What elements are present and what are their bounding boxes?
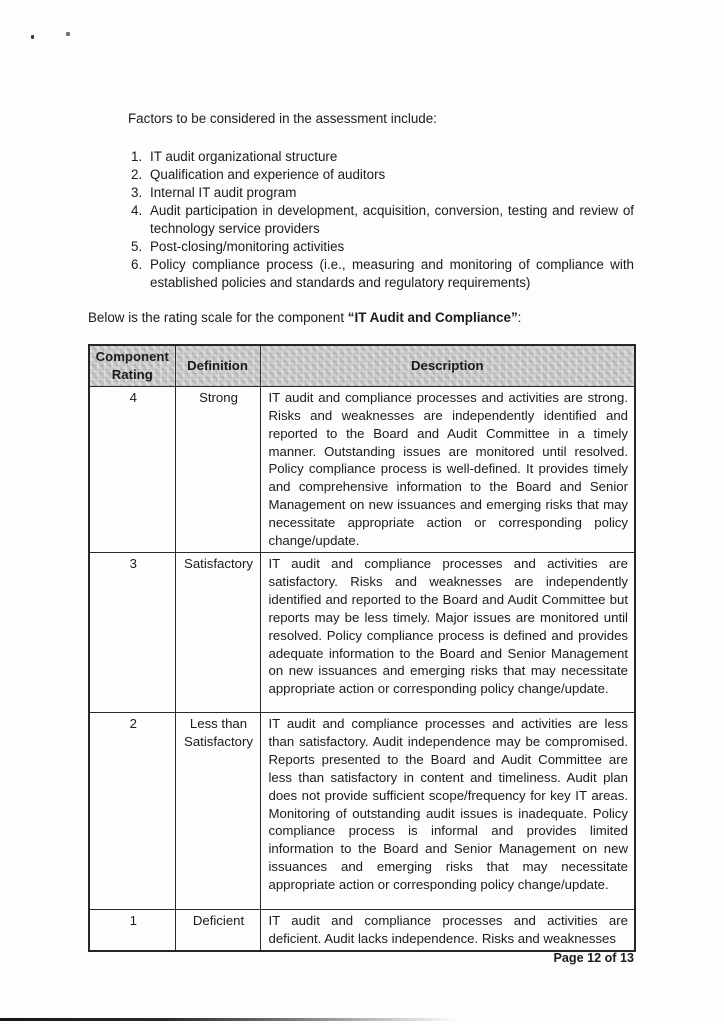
description-value: IT audit and compliance processes and activities are strong. Risks and weaknesses are independently identified and reported to the Board and Audit Committee in a timely manner. Outstanding issues are monitored until resolved. Policy compliance process is well-defined. It provides timely and comprehensive information to the Board and Senior Management on new issuances and emerging risks that may necessitate appropriate action or corresponding policy change/update. — [260, 386, 635, 552]
rating-value: 3 — [89, 552, 175, 712]
factors-list — [88, 148, 634, 292]
table-row — [89, 712, 635, 909]
page-number-label: Page 12 of 13 — [553, 951, 634, 965]
definition-value: Less than Satisfactory — [175, 712, 260, 909]
list-item: Qualification and experience of auditors — [150, 167, 386, 182]
scan-speck — [31, 35, 34, 39]
definition-value: Deficient — [175, 909, 260, 950]
list-item: Policy compliance process (i.e., measuring and monitoring of compliance with established policies and standards and regulatory requirements) — [150, 257, 634, 290]
definition-value: Strong — [175, 386, 260, 552]
scan-speck — [66, 32, 70, 36]
table-header-row — [89, 345, 635, 386]
rating-intro-prefix: Below is the rating scale for the component — [88, 310, 348, 325]
header-definition: Definition — [175, 345, 260, 386]
rating-intro-suffix: : — [517, 310, 522, 325]
description-value: IT audit and compliance processes and activities are deficient. Audit lacks independence. Risks and weaknesses — [260, 909, 635, 950]
header-component-rating: Component Rating — [89, 345, 175, 386]
list-item: IT audit organizational structure — [150, 149, 338, 164]
rating-value: 4 — [89, 386, 175, 552]
table-row — [89, 386, 635, 552]
description-value: IT audit and compliance processes and activities are satisfactory. Risks and weaknesses are independently identified and reported to the Board and Audit Committee but reports may be less timely. Major issues are monitored until resolved. Policy compliance process is defined and provides adequate information to the Board and Senior Management on new issuances and emerging risks that may necessitate appropriate action or corresponding policy change/update. — [260, 552, 635, 712]
list-item: Post-closing/monitoring activities — [150, 239, 345, 254]
scan-edge-artifact — [0, 1018, 560, 1021]
list-item: Audit participation in development, acquisition, conversion, testing and review of technology service providers — [150, 203, 634, 236]
rating-value: 2 — [89, 712, 175, 909]
rating-value: 1 — [89, 909, 175, 950]
description-value: IT audit and compliance processes and activities are less than satisfactory. Audit independence may be compromised. Reports presented to the Board and Audit Committee are less than satisfactory in content and timeliness. Audit plan does not provide sufficient scope/frequency for key IT areas. Monitoring of outstanding audit issues is inadequate. Policy compliance process is informal and provides limited information to the Board and Senior Management on new issuances and emerging risks that may necessitate appropriate action or corresponding policy change/update. — [260, 712, 635, 909]
component-name-bold: “IT Audit and Compliance” — [347, 310, 518, 325]
list-item: Internal IT audit program — [150, 185, 297, 200]
rating-scale-intro — [88, 309, 634, 327]
header-description: Description — [260, 345, 635, 386]
page-content — [88, 110, 634, 952]
factors-intro-text: Factors to be considered in the assessment include: — [128, 111, 437, 126]
definition-value: Satisfactory — [175, 552, 260, 712]
rating-scale-table — [88, 344, 636, 952]
table-row — [89, 909, 635, 950]
table-row — [89, 552, 635, 712]
